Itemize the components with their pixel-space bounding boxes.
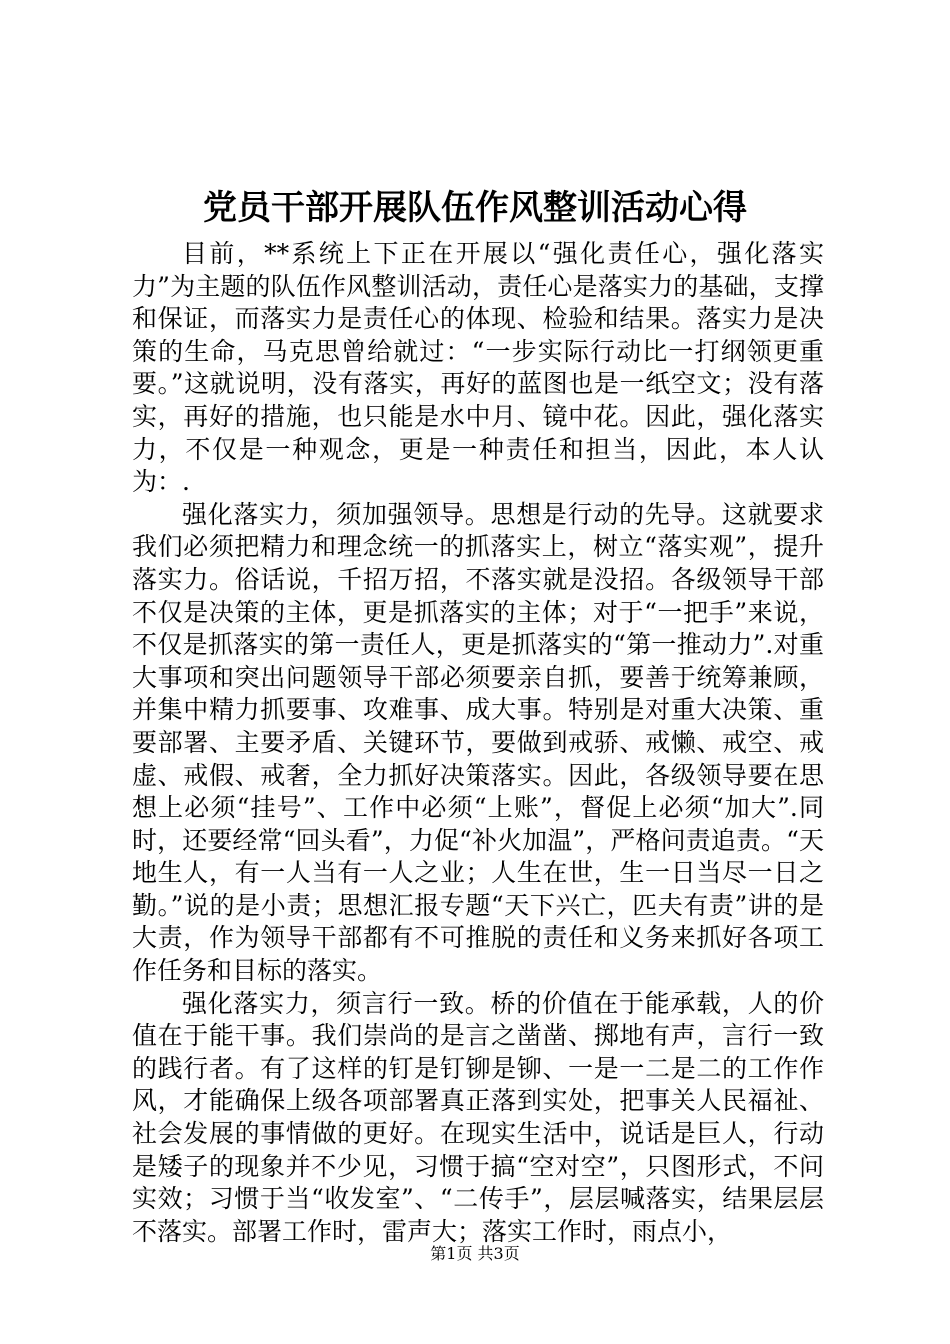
document-body — [132, 238, 824, 1248]
paragraph: 强化落实力，须言行一致。桥的价值在于能承载，人的价值在于能干事。我们崇尚的是言之凿凿、掷地有声，言行一致的践行者。有了这样的钉是钉铆是铆、一是一二是二的工作作风，才能确保上级各项部署真正落到实处，把事关人民福祉、社会发展的事情做的更好。在现实生活中，说话是巨人，行动是矮子的现象并不少见，习惯于搞“空对空”，只图形式，不问实效；习惯于当“收发室”、“二传手”，层层喊落实，结果层层不落实。部署工作时，雷声大；落实工作时，雨点小， — [132, 988, 824, 1246]
paragraph: 强化落实力，须加强领导。思想是行动的先导。这就要求我们必须把精力和理念统一的抓落实上，树立“落实观”，提升落实力。俗话说，千招万招，不落实就是没招。各级领导干部不仅是决策的主体，更是抓落实的主体；对于“一把手”来说，不仅是抓落实的第一责任人，更是抓落实的“第一推动力”.对重大事项和突出问题领导干部必须要亲自抓，要善于统筹兼顾，并集中精力抓要事、攻难事、成大事。特别是对重大决策、重要部署、主要矛盾、关键环节，要做到戒骄、戒懒、戒空、戒虚、戒假、戒奢，全力抓好决策落实。因此，各级领导要在思想上必须“挂号”、工作中必须“上账”，督促上必须“加大”.同时，还要经常“回头看”，力促“补火加温”，严格问责追责。“天地生人，有一人当有一人之业；人生在世，生一日当尽一日之勤。”说的是小责；思想汇报专题“天下兴亡，匹夫有责”讲的是大责，作为领导干部都有不可推脱的责任和义务来抓好各项工作任务和目标的落实。 — [132, 499, 824, 986]
page-footer: 第1页 共3页 — [430, 1244, 520, 1263]
document-title: 党员干部开展队伍作风整训活动心得 — [203, 188, 747, 228]
paragraph: 目前，**系统上下正在开展以“强化责任心，强化落实力”为主题的队伍作风整训活动，责任心是落实力的基础，支撑和保证，而落实力是责任心的体现、检验和结果。落实力是决策的生命，马克思曾给就过：“一步实际行动比一打纲领更重要。”这就说明，没有落实，再好的蓝图也是一纸空文；没有落实，再好的措施，也只能是水中月、镜中花。因此，强化落实力，不仅是一种观念，更是一种责任和担当，因此，本人认为：. — [132, 239, 824, 497]
